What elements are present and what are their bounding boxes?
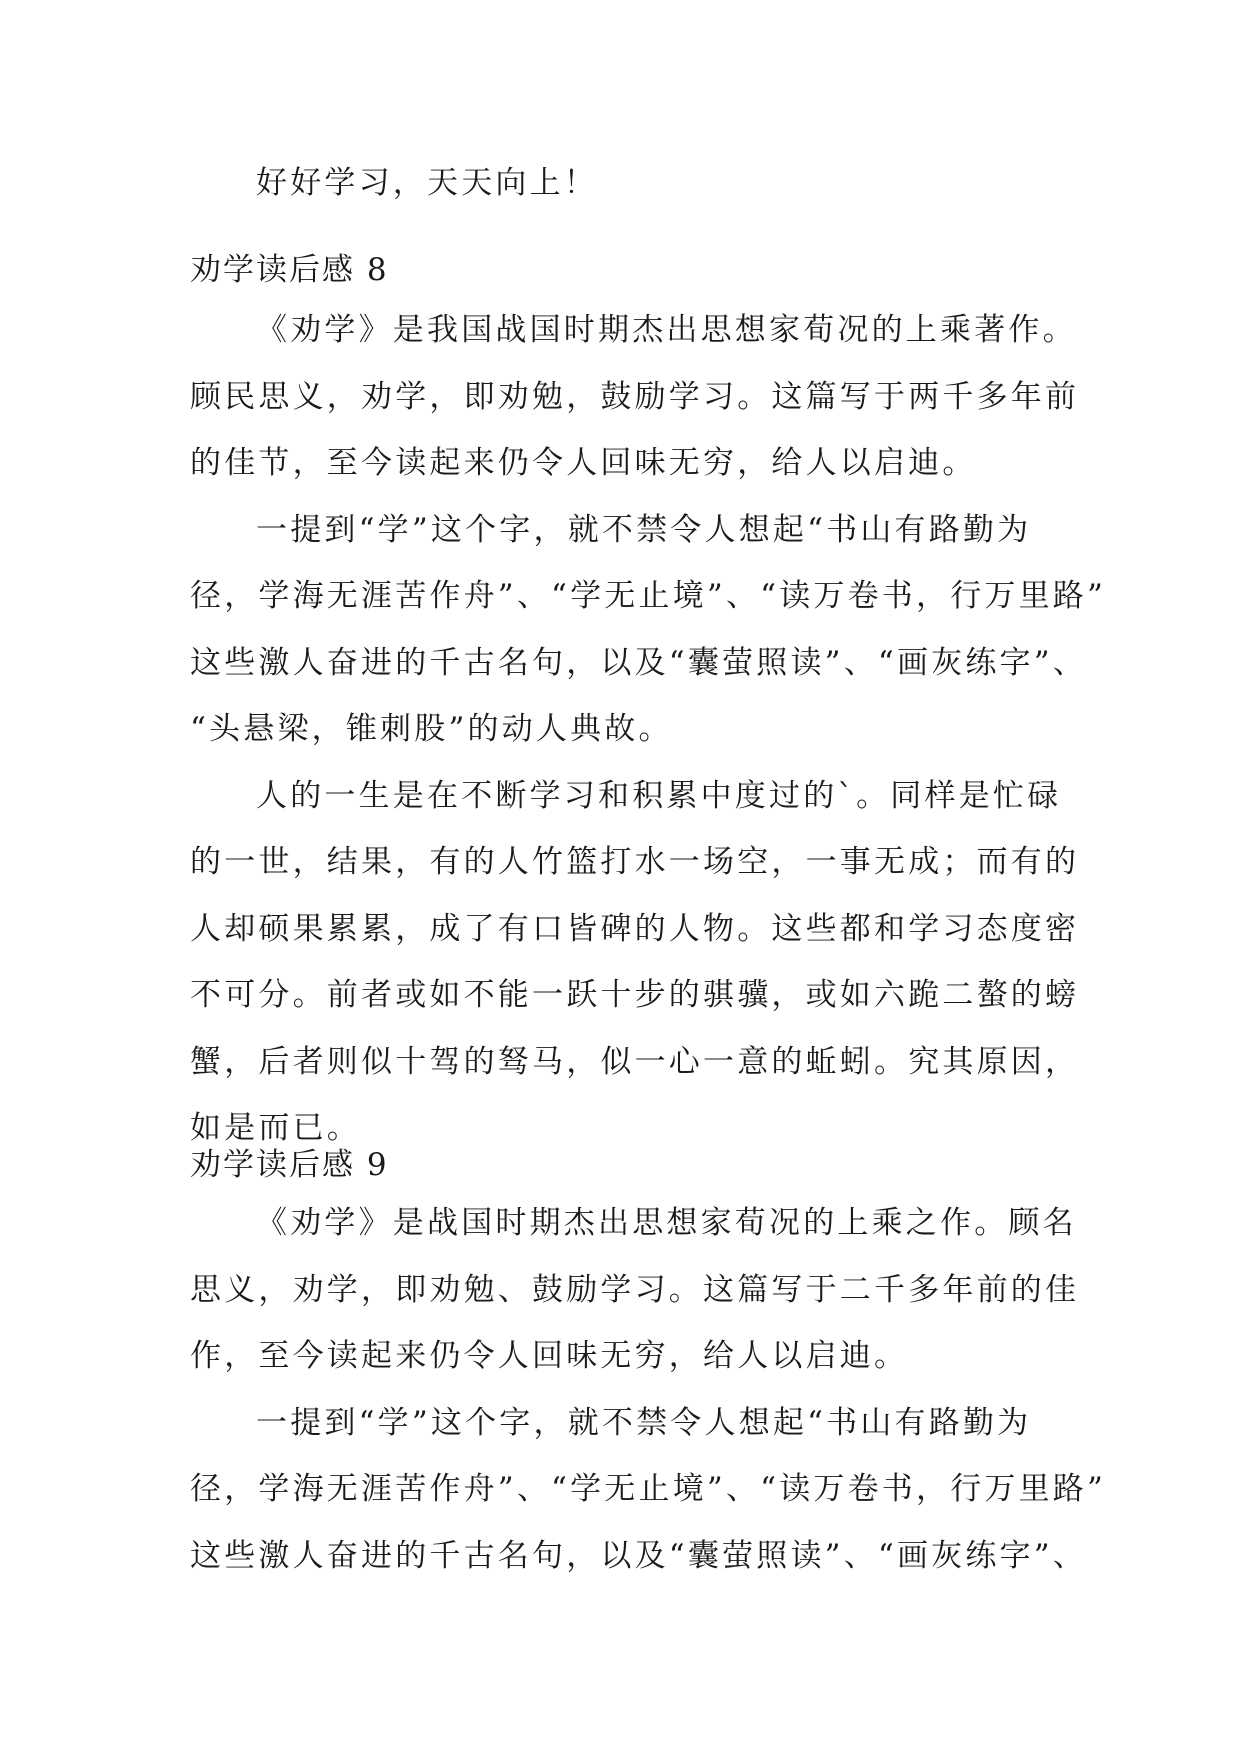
- section-9-body: [190, 1190, 1120, 1589]
- text-line: 《劝学》是战国时期杰出思想家荀况的上乘之作。顾名: [256, 1205, 1077, 1241]
- text-line: 顾民思义，劝学，即劝勉，鼓励学习。这篇写于两千多年前: [190, 378, 1080, 415]
- text-line: 一提到“学”这个字，就不禁令人想起“书山有路勤为: [256, 511, 1032, 548]
- text-line: 好好学习，天天向上！: [256, 165, 598, 201]
- text-line: 径，学海无涯苦作舟”、“学无止境”、“读万卷书，行万里路”: [190, 578, 1107, 614]
- text-line: 这些激人奋进的千古名句，以及“囊萤照读”、“画灰练字”、: [190, 644, 1087, 681]
- text-line: 一提到“学”这个字，就不禁令人想起“书山有路勤为: [256, 1404, 1032, 1441]
- text-line: 《劝学》是我国战国时期杰出思想家荀况的上乘著作。: [256, 312, 1077, 348]
- section-heading-8: 劝学读后感 8: [190, 252, 389, 288]
- text-line: 不可分。前者或如不能一跃十步的骐骥，或如六跪二螯的螃: [190, 977, 1080, 1013]
- text-line: “头悬梁，锥刺股”的动人典故。: [190, 711, 673, 747]
- text-line: 这些激人奋进的千古名句，以及“囊萤照读”、“画灰练字”、: [190, 1537, 1087, 1574]
- text-line: 如是而已。: [190, 1110, 361, 1146]
- text-line: 的一世，结果，有的人竹篮打水一场空，一事无成；而有的: [190, 844, 1080, 880]
- intro-paragraph: [190, 150, 1120, 217]
- text-line: 径，学海无涯苦作舟”、“学无止境”、“读万卷书，行万里路”: [190, 1471, 1107, 1507]
- text-line: 蟹，后者则似十驾的驽马，似一心一意的蚯蚓。究其原因，: [190, 1043, 1080, 1080]
- section-8-body: [190, 297, 1120, 1162]
- text-line: 的佳节，至今读起来仍令人回味无穷，给人以启迪。: [190, 445, 977, 481]
- text-line: 人的一生是在不断学习和积累中度过的`。同样是忙碌: [256, 777, 1062, 814]
- text-line: 作，至今读起来仍令人回味无穷，给人以启迪。: [190, 1338, 909, 1374]
- text-line: 人却硕果累累，成了有口皆碑的人物。这些都和学习态度密: [190, 910, 1080, 947]
- section-heading-9: 劝学读后感 9: [190, 1147, 389, 1183]
- text-line: 思义，劝学，即劝勉、鼓励学习。这篇写于二千多年前的佳: [190, 1271, 1080, 1308]
